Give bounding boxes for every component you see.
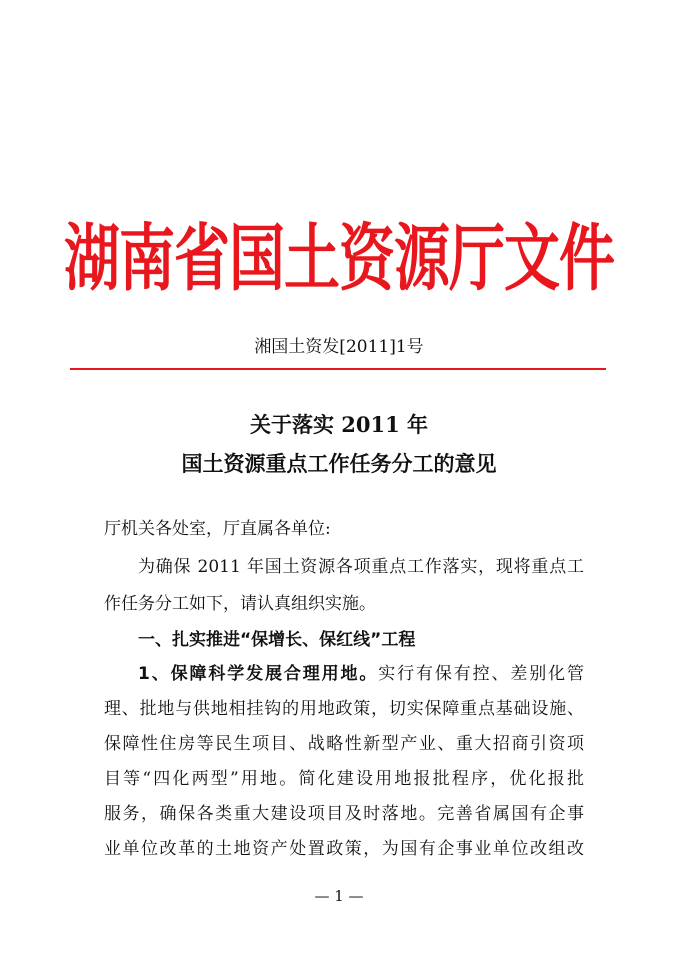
red-divider-line: [70, 368, 606, 370]
document-masthead: 湖南省国土资源厅文件: [64, 217, 614, 302]
item-1-line-2: 理、批地与供地相挂钩的用地政策，切实保障重点基础设施、: [104, 699, 584, 719]
item-1-line-1-text: 实行有保有控、差别化管: [378, 664, 585, 684]
item-1-heading: 1、保障科学发展合理用地。: [138, 664, 379, 684]
intro-paragraph-line-1: 为确保 2011 年国土资源各项重点工作落实，现将重点工: [138, 557, 584, 577]
page-number: — 1 —: [314, 887, 364, 905]
intro-paragraph-line-2: 作任务分工如下，请认真组织实施。: [104, 594, 376, 614]
salutation: 厅机关各处室，厅直属各单位:: [104, 519, 331, 539]
document-title-line-1: 关于落实 2011 年: [249, 412, 429, 437]
item-1-line-4: 目等“四化两型”用地。简化建设用地报批程序，优化报批: [104, 769, 584, 789]
section-1-heading: 一、扎实推进“保增长、保红线”工程: [138, 630, 416, 650]
item-1-line-6: 业单位改革的土地资产处置政策，为国有企事业单位改组改: [104, 839, 584, 859]
item-1-line-5: 服务，确保各类重大建设项目及时落地。完善省属国有企事: [104, 804, 584, 824]
document-number: 湘国土资发[2011]1号: [254, 337, 424, 357]
item-1-line-1: [138, 662, 584, 686]
document-title-line-2: 国土资源重点工作任务分工的意见: [181, 451, 497, 476]
item-1-line-3: 保障性住房等民生项目、战略性新型产业、重大招商引资项: [104, 734, 584, 754]
